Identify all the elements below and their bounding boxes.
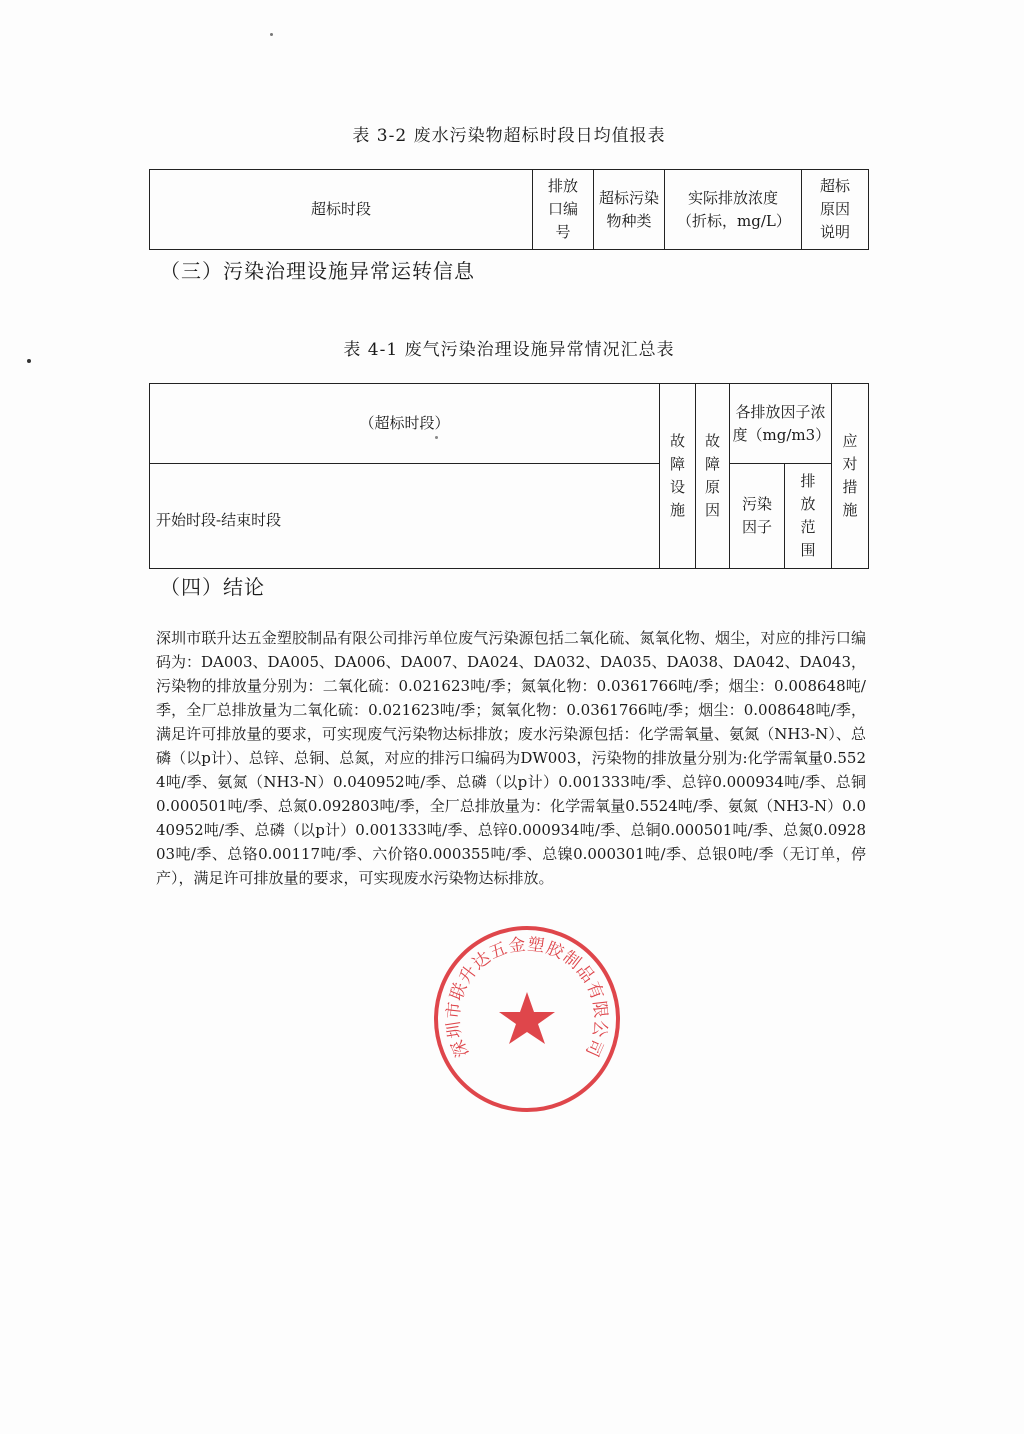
table-3-2 <box>149 169 869 250</box>
seal-text: 深圳市联升达五金塑胶制品有限公司 <box>443 934 611 1061</box>
table-4-1 <box>149 383 869 569</box>
star-icon <box>499 992 555 1044</box>
factor-header-cell: 各排放因子浓度（mg/m3） <box>730 384 832 464</box>
table-4-1-caption: 表 4-1 废气污染治理设施异常情况汇总表 <box>343 340 675 360</box>
table-row <box>150 170 869 250</box>
table-3-2-caption: 表 3-2 废水污染物超标时段日均值报表 <box>352 126 666 146</box>
scan-speck <box>435 436 438 439</box>
conclusion-paragraph: 深圳市联升达五金塑胶制品有限公司排污单位废气污染源包括二氧化硫、氮氧化物、烟尘，对应的排污口编码为：DA003、DA005、DA006、DA007、DA024、DA032、DA035、DA038、DA042、DA043，污染物的排放量分别为：二氧化硫：0.021623吨/季；氮氧化物：0.0361766吨/季；烟尘：0.008648吨/季，全厂总排放量为二氧化硫：0.021623吨/季；氮氧化物：0.0361766吨/季；烟尘：0.008648吨/季，满足许可排放量的要求，可实现废气污染物达标排放；废水污染源包括：化学需氧量、氨氮（NH3-N）、总磷（以p计）、总锌、总铜、总氮，对应的排污口编码为DW003，污染物的排放量分别为:化学需氧量0.5524吨/季、氨氮（NH3-N）0.040952吨/季、总磷（以p计）0.001333吨/季、总锌0.000934吨/季、总铜0.000501吨/季、总氮0.092803吨/季，全厂总排放量为：化学需氧量0.5524吨/季、氨氮（NH3-N）0.040952吨/季、总磷（以p计）0.001333吨/季、总锌0.000934吨/季、总铜0.000501吨/季、总氮0.092803吨/季、总铬0.00117吨/季、六价铬0.000355吨/季、总镍0.000301吨/季、总银0吨/季（无订单，停产），满足许可排放量的要求，可实现废水污染物达标排放。 <box>156 629 866 887</box>
countermeasure-cell: 应对措施 <box>832 384 869 569</box>
fault-reason-cell: 故障原因 <box>696 384 730 569</box>
period-sub-cell: 开始时段-结束时段 <box>150 464 660 569</box>
table-row <box>150 464 869 569</box>
emission-range-cell: 排放范围 <box>785 464 832 569</box>
header-cell-concentration: 实际排放浓度（折标，mg/L） <box>665 170 802 250</box>
header-cell-pollutant: 超标污染物种类 <box>594 170 665 250</box>
header-cell-outlet: 排放口编号 <box>533 170 594 250</box>
section-3-heading: （三）污染治理设施异常运转信息 <box>160 259 475 283</box>
period-header-cell: （超标时段） <box>150 384 660 464</box>
fault-facility-cell: 故障设施 <box>660 384 696 569</box>
header-cell-period: 超标时段 <box>150 170 533 250</box>
table-row <box>150 384 869 464</box>
scan-speck <box>27 359 31 363</box>
pollutant-factor-cell: 污染因子 <box>730 464 785 569</box>
section-4-heading: （四）结论 <box>160 575 265 599</box>
header-cell-reason: 超标原因说明 <box>802 170 869 250</box>
scan-speck <box>270 33 273 36</box>
company-seal <box>432 924 622 1114</box>
